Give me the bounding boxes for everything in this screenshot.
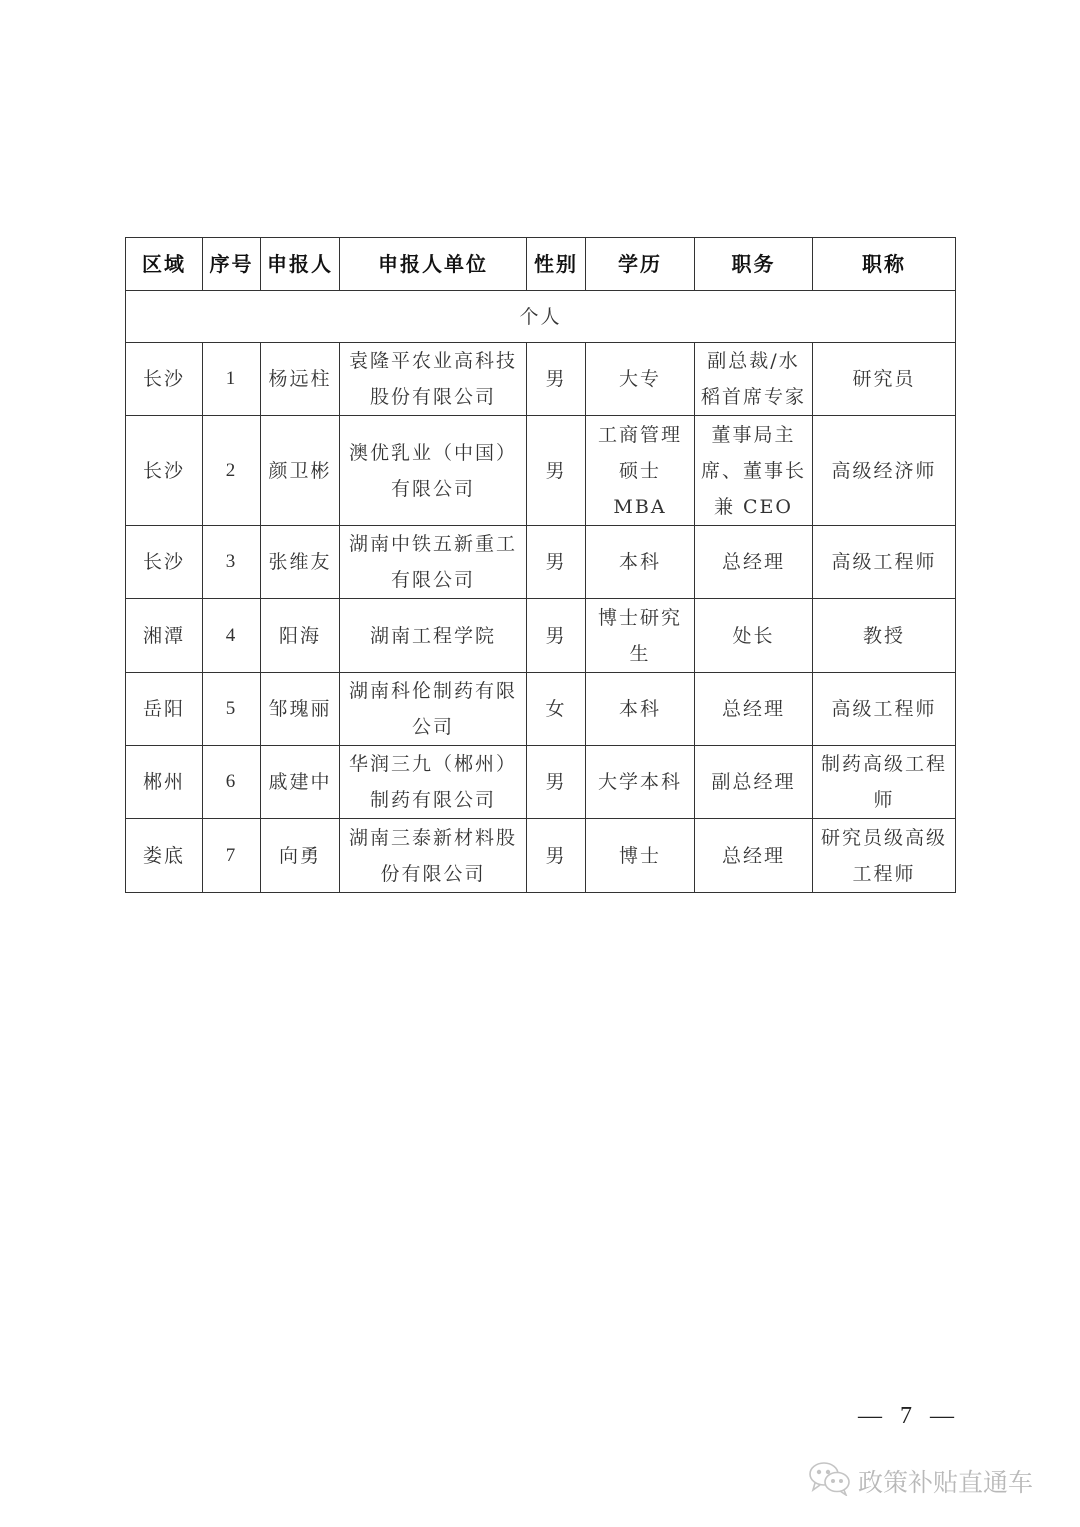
cell-position: 总经理	[695, 526, 813, 599]
cell-gender: 男	[527, 819, 586, 893]
cell-no: 3	[203, 526, 261, 599]
cell-title: 高级工程师	[813, 673, 956, 746]
table-row	[126, 746, 956, 819]
cell-position: 副总经理	[695, 746, 813, 819]
cell-title: 制药高级工程师	[813, 746, 956, 819]
cell-education: 本科	[586, 673, 695, 746]
header-unit: 申报人单位	[340, 238, 527, 291]
cell-unit: 湖南中铁五新重工有限公司	[340, 526, 527, 599]
header-no: 序号	[203, 238, 261, 291]
cell-name: 向勇	[261, 819, 340, 893]
cell-unit: 湖南三泰新材料股份有限公司	[340, 819, 527, 893]
cell-position: 处长	[695, 599, 813, 673]
cell-region: 湘潭	[126, 599, 203, 673]
cell-education: 博士研究生	[586, 599, 695, 673]
cell-title: 研究员级高级工程师	[813, 819, 956, 893]
cell-region: 长沙	[126, 526, 203, 599]
applicant-table	[125, 237, 956, 893]
cell-title: 高级经济师	[813, 416, 956, 526]
cell-no: 1	[203, 343, 261, 416]
cell-region: 长沙	[126, 416, 203, 526]
cell-name: 阳海	[261, 599, 340, 673]
cell-gender: 男	[527, 343, 586, 416]
cell-position: 总经理	[695, 819, 813, 893]
cell-name: 张维友	[261, 526, 340, 599]
table-row	[126, 343, 956, 416]
cell-title: 教授	[813, 599, 956, 673]
cell-no: 4	[203, 599, 261, 673]
cell-name: 杨远柱	[261, 343, 340, 416]
header-education: 学历	[586, 238, 695, 291]
header-position: 职务	[695, 238, 813, 291]
cell-education: 工商管理硕士 MBA	[586, 416, 695, 526]
cell-education: 博士	[586, 819, 695, 893]
cell-gender: 男	[527, 599, 586, 673]
cell-gender: 女	[527, 673, 586, 746]
cell-region: 岳阳	[126, 673, 203, 746]
section-row	[126, 291, 956, 343]
cell-no: 7	[203, 819, 261, 893]
cell-unit: 湖南工程学院	[340, 599, 527, 673]
cell-region: 娄底	[126, 819, 203, 893]
cell-unit: 湖南科伦制药有限公司	[340, 673, 527, 746]
cell-name: 颜卫彬	[261, 416, 340, 526]
cell-no: 5	[203, 673, 261, 746]
table-row	[126, 673, 956, 746]
cell-name: 邹瑰丽	[261, 673, 340, 746]
page-number: — 7 —	[858, 1403, 960, 1429]
cell-title: 高级工程师	[813, 526, 956, 599]
cell-gender: 男	[527, 746, 586, 819]
header-gender: 性别	[527, 238, 586, 291]
cell-unit: 袁隆平农业高科技股份有限公司	[340, 343, 527, 416]
cell-gender: 男	[527, 526, 586, 599]
cell-no: 2	[203, 416, 261, 526]
watermark-text: 政策补贴直通车	[858, 1468, 1034, 1497]
cell-education: 大专	[586, 343, 695, 416]
cell-position: 副总裁/水稻首席专家	[695, 343, 813, 416]
cell-gender: 男	[527, 416, 586, 526]
watermark	[808, 1460, 1033, 1502]
table-row	[126, 599, 956, 673]
cell-education: 本科	[586, 526, 695, 599]
table-row	[126, 526, 956, 599]
cell-region: 长沙	[126, 343, 203, 416]
cell-position: 总经理	[695, 673, 813, 746]
cell-title: 研究员	[813, 343, 956, 416]
cell-no: 6	[203, 746, 261, 819]
header-row	[126, 238, 956, 291]
header-region: 区域	[126, 238, 203, 291]
header-title: 职称	[813, 238, 956, 291]
table-row	[126, 819, 956, 893]
section-label: 个人	[126, 291, 956, 343]
cell-education: 大学本科	[586, 746, 695, 819]
cell-unit: 华润三九（郴州）制药有限公司	[340, 746, 527, 819]
cell-unit: 澳优乳业（中国）有限公司	[340, 416, 527, 526]
table-row	[126, 416, 956, 526]
cell-region: 郴州	[126, 746, 203, 819]
wechat-icon	[808, 1460, 852, 1502]
cell-position: 董事局主席、董事长兼 CEO	[695, 416, 813, 526]
header-name: 申报人	[261, 238, 340, 291]
cell-name: 戚建中	[261, 746, 340, 819]
